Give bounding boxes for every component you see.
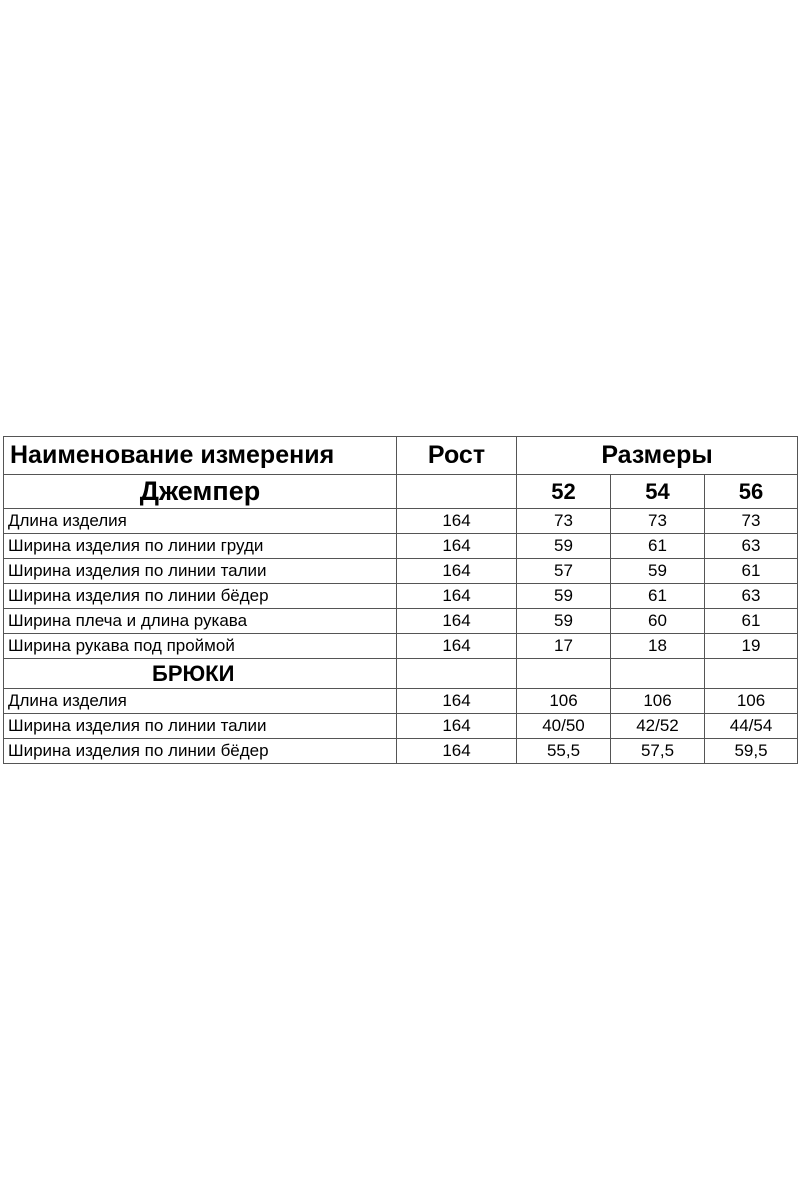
- table-header-row: [4, 437, 798, 475]
- table-row: [4, 714, 798, 739]
- row-value-cell: 61: [705, 559, 798, 584]
- row-value-cell: 73: [705, 509, 798, 534]
- row-value-cell: 73: [517, 509, 611, 534]
- section-empty-cell: [705, 659, 798, 689]
- section-title-trousers: БРЮКИ: [4, 659, 397, 689]
- row-value-cell: 59: [517, 609, 611, 634]
- row-name-cell: Длина изделия: [4, 509, 397, 534]
- header-name-cell: Наименование измерения: [4, 437, 397, 475]
- row-rost-cell: 164: [397, 689, 517, 714]
- row-value-cell: 106: [517, 689, 611, 714]
- row-value-cell: 61: [705, 609, 798, 634]
- row-value-cell: 59,5: [705, 739, 798, 764]
- row-value-cell: 106: [705, 689, 798, 714]
- row-value-cell: 19: [705, 634, 798, 659]
- row-rost-cell: 164: [397, 739, 517, 764]
- row-rost-cell: 164: [397, 714, 517, 739]
- row-rost-cell: 164: [397, 559, 517, 584]
- section-row-jumper: [4, 475, 798, 509]
- row-rost-cell: 164: [397, 534, 517, 559]
- row-name-cell: Ширина плеча и длина рукава: [4, 609, 397, 634]
- table-row: [4, 689, 798, 714]
- row-value-cell: 18: [611, 634, 705, 659]
- row-rost-cell: 164: [397, 584, 517, 609]
- section-rost-empty: [397, 475, 517, 509]
- row-name-cell: Ширина изделия по линии бёдер: [4, 584, 397, 609]
- row-value-cell: 106: [611, 689, 705, 714]
- row-rost-cell: 164: [397, 634, 517, 659]
- row-name-cell: Ширина рукава под проймой: [4, 634, 397, 659]
- table-row: [4, 609, 798, 634]
- table-row: [4, 509, 798, 534]
- row-name-cell: Длина изделия: [4, 689, 397, 714]
- section-empty-cell: [397, 659, 517, 689]
- size-label-54: 54: [611, 475, 705, 509]
- row-value-cell: 63: [705, 584, 798, 609]
- row-value-cell: 55,5: [517, 739, 611, 764]
- row-value-cell: 44/54: [705, 714, 798, 739]
- size-chart-table: [3, 436, 798, 764]
- table-row: [4, 584, 798, 609]
- section-title-jumper: Джемпер: [4, 475, 397, 509]
- row-name-cell: Ширина изделия по линии талии: [4, 714, 397, 739]
- row-name-cell: Ширина изделия по линии груди: [4, 534, 397, 559]
- row-value-cell: 42/52: [611, 714, 705, 739]
- row-value-cell: 40/50: [517, 714, 611, 739]
- section-row-trousers: [4, 659, 798, 689]
- row-value-cell: 61: [611, 584, 705, 609]
- row-value-cell: 17: [517, 634, 611, 659]
- row-value-cell: 73: [611, 509, 705, 534]
- row-rost-cell: 164: [397, 509, 517, 534]
- size-label-52: 52: [517, 475, 611, 509]
- row-value-cell: 61: [611, 534, 705, 559]
- row-value-cell: 63: [705, 534, 798, 559]
- row-value-cell: 59: [517, 534, 611, 559]
- row-value-cell: 59: [517, 584, 611, 609]
- section-empty-cell: [517, 659, 611, 689]
- row-value-cell: 57: [517, 559, 611, 584]
- row-value-cell: 59: [611, 559, 705, 584]
- table-row: [4, 634, 798, 659]
- section-empty-cell: [611, 659, 705, 689]
- row-name-cell: Ширина изделия по линии бёдер: [4, 739, 397, 764]
- table-row: [4, 534, 798, 559]
- row-value-cell: 60: [611, 609, 705, 634]
- size-label-56: 56: [705, 475, 798, 509]
- table-row: [4, 559, 798, 584]
- header-rost-cell: Рост: [397, 437, 517, 475]
- row-value-cell: 57,5: [611, 739, 705, 764]
- header-sizes-cell: Размеры: [517, 437, 798, 475]
- row-name-cell: Ширина изделия по линии талии: [4, 559, 397, 584]
- row-rost-cell: 164: [397, 609, 517, 634]
- table-row: [4, 739, 798, 764]
